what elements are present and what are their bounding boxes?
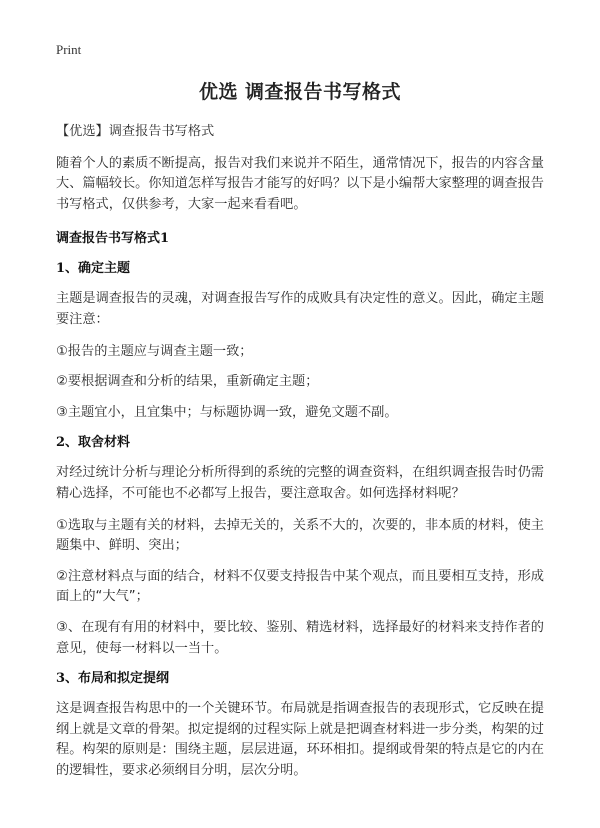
section-2-point-2: ②注意材料点与面的结合，材料不仅要支持报告中某个观点，而且要相互支持，形成面上的“大气”； — [56, 568, 544, 605]
section-2-point-3: ③、在现有有用的材料中，要比较、鉴别、精选材料，选择最好的材料来支持作者的意见，使每一材料以一当十。 — [56, 619, 544, 656]
section-1-point-1: ①报告的主题应与调查主题一致； — [56, 343, 253, 359]
intro-label: 【优选】调查报告书写格式 — [56, 124, 215, 139]
document-title: 优选 调查报告书写格式 — [198, 81, 402, 103]
intro-paragraph: 随着个人的素质不断提高，报告对我们来说并不陌生，通常情况下，报告的内容含量大、篇幅较长。你知道怎样写报告才能写的好吗？以下是小编帮大家整理的调查报告书写格式，仅供参考，大家一起来看看吧。 — [56, 155, 544, 212]
section-2-heading: 2、取舍材料 — [56, 435, 131, 451]
section-1-heading: 1、确定主题 — [56, 261, 131, 277]
section-1-point-3: ③主题宜小，且宜集中；与标题协调一致，避免文题不副。 — [56, 404, 398, 420]
section-1-paragraph: 主题是调查报告的灵魂，对调查报告写作的成败具有决定性的意义。因此，确定主题要注意： — [56, 291, 544, 327]
section-3-heading: 3、布局和拟定提纲 — [56, 671, 170, 687]
section-1-point-2: ②要根据调查和分析的结果，重新确定主题； — [56, 374, 319, 390]
section-3-paragraph: 这是调查报告构思中的一个关键环节。布局就是指调查报告的表现形式，它反映在提纲上就是文章的骨架。拟定提纲的过程实际上就是把调查材料进一步分类，构架的过程。构架的原则是：围绕主题，层层进逼，环环相扣。提纲或骨架的特点是它的内在的逻辑性，要求必须纲目分明，层次分明。 — [56, 701, 544, 778]
section-heading: 调查报告书写格式1 — [56, 231, 170, 247]
section-2-paragraph: 对经过统计分析与理论分析所得到的系统的完整的调查资料，在组织调查报告时仍需精心选择，不可能也不必都写上报告，要注意取舍。如何选择材料呢？ — [56, 465, 544, 501]
section-2-point-1: ①选取与主题有关的材料，去掉无关的，关系不大的，次要的，非本质的材料，使主题集中、鲜明、突出； — [56, 517, 544, 554]
print-label: Print — [56, 42, 82, 57]
